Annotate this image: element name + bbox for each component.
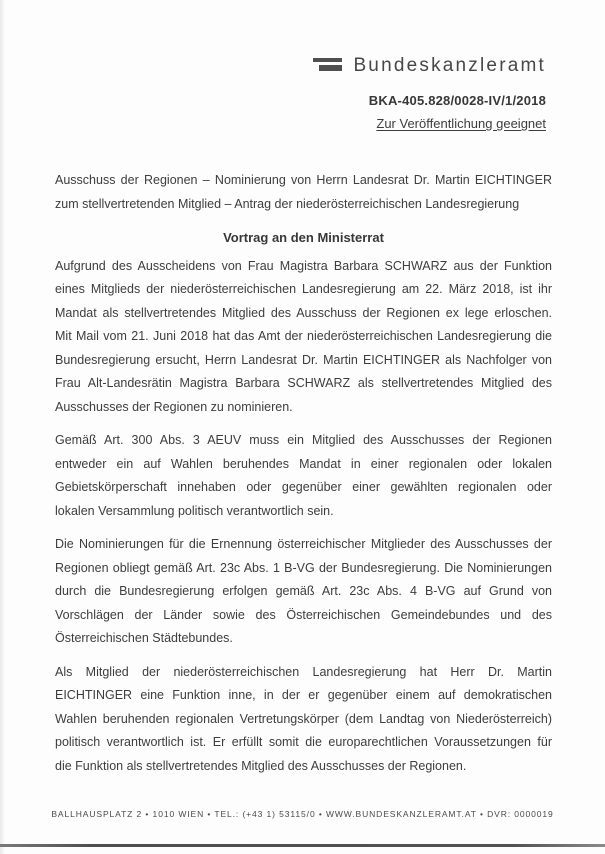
text-line: Ausschuss der Regionen – Nominierung von Herrn Landesrat Dr. Martin EICHTINGER [55, 173, 552, 187]
footer-address-line: BALLHAUSPLATZ 2 • 1010 WIEN • TEL.: (+43 1) 53115/0 • WWW.BUNDESKANZLERAMT.AT • DVR: 0000019 [51, 809, 554, 819]
subject-block [55, 169, 552, 216]
text-line: Gemäß Art. 300 Abs. 3 AEUV muss ein Mitglied des Ausschusses der Regionen [55, 433, 552, 447]
scan-left-edge-shadow [0, 0, 5, 854]
text-line: Bundesregierung ersucht, Herrn Landesrat Dr. Martin EICHTINGER als Nachfolger von [55, 352, 552, 367]
text-line: entweder ein auf Wahlen beruhendes Mandat in einer regionalen oder lokalen [55, 456, 552, 471]
scan-bottom-edge [0, 844, 605, 847]
document-title: Vortrag an den Ministerrat [223, 230, 384, 245]
logo-bar-bottom [319, 65, 342, 71]
text-line: Ausschusses der Regionen zu nominieren. [55, 399, 293, 414]
document-header [0, 0, 605, 131]
text-line: zum stellvertretenden Mitglied – Antrag der niederösterreichischen Landesregierung [55, 196, 520, 211]
text-line: durch die Bundesregierung erfolgen gemäß Art. 23c Abs. 4 B-VG auf Grund von [55, 584, 552, 598]
text-line: EICHTINGER eine Funktion inne, in der er gegenüber einem auf demokratischen [55, 688, 552, 702]
brand-row [313, 55, 546, 77]
text-line: Österreichischen Städtebundes. [55, 631, 233, 645]
reference-number: BKA-405.828/0028-IV/1/2018 [368, 93, 546, 108]
text-line: Die Nominierungen für die Ernennung österreichischer Mitglieder des Ausschusses der [55, 537, 552, 551]
document-footer [0, 808, 605, 820]
text-line: Wahlen beruhenden regionalen Vertretungskörper (dem Landtag von Niederösterreich) [55, 711, 552, 726]
text-line: Vorschlägen der Länder sowie des Österreichischen Gemeindebundes und des [55, 607, 552, 622]
bundeskanzleramt-logo-icon [313, 58, 342, 74]
text-line: Aufgrund des Ausscheidens von Frau Magistra Barbara SCHWARZ aus der Funktion [55, 258, 552, 273]
text-line: eines Mitglieds der niederösterreichischen Landesregierung am 22. März 2018, ist ihr [55, 282, 552, 296]
document-body [55, 255, 552, 779]
text-line: die Funktion als stellvertretendes Mitglied des Ausschusses der Regionen. [55, 758, 467, 773]
body-paragraph [55, 661, 552, 779]
text-line: Mandat als stellvertretendes Mitglied des Ausschuss der Regionen ex lege erloschen. [55, 305, 552, 320]
classification-note: Zur Veröffentlichung geeignet [376, 116, 546, 131]
text-line: Regionen obliegt gemäß Art. 23c Abs. 1 B-VG der Bundesregierung. Die Nominierungen [55, 560, 552, 575]
document-content [55, 169, 552, 778]
body-paragraph [55, 429, 552, 523]
body-paragraph [55, 255, 552, 420]
text-line: Mit Mail vom 21. Juni 2018 hat das Amt der niederösterreichischen Landesregierung die [55, 329, 552, 343]
text-line: lokalen Versammlung politisch verantwortlich sein. [55, 503, 334, 518]
text-line: Als Mitglied der niederösterreichischen Landesregierung hat Herr Dr. Martin [55, 664, 552, 679]
logo-bar-top [313, 58, 342, 62]
text-line: Gebietskörperschaft innehaben oder gegenüber einer gewählten regionalen oder [55, 480, 552, 494]
text-line: Frau Alt-Landesrätin Magistra Barbara SCHWARZ als stellvertretendes Mitglied des [55, 376, 552, 390]
brand-name: Bundeskanzleramt [353, 55, 546, 76]
body-paragraph [55, 533, 552, 651]
text-line: politisch verantwortlich ist. Er erfüllt somit die europarechtlichen Voraussetzungen für [55, 735, 552, 749]
